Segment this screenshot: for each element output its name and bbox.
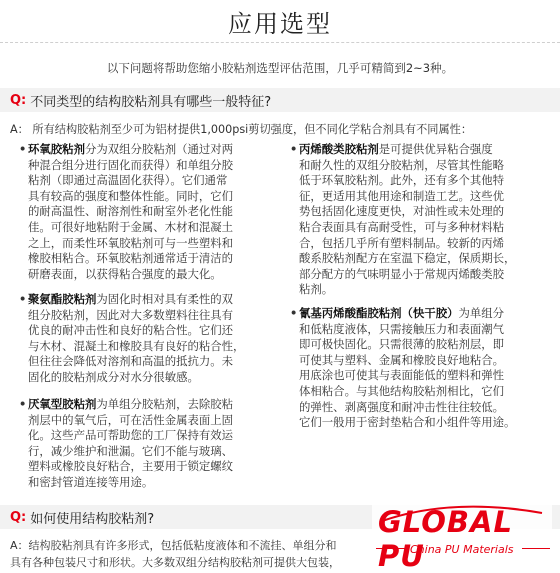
global-pu-logo <box>372 503 552 573</box>
item-name: 厌氧型胶粘剂 <box>28 397 97 411</box>
list-item-cyanoacrylate: • 氰基丙烯酸酯胶粘剂（快干胶）为单组分 和低粘度液体，只需接触压力和表面潮气 即可极快固化。只需很薄的胶粘剂层，即 可使其与塑料、金属和橡胶良好地粘合。 用底涂也可使其与表面能低的塑料和弹性 体相粘合。与其他结构胶粘剂相比，它们 的弹性、剥离强度和耐冲击性往往较低。 它们一般用于密封垫粘合和小组件等用途。 <box>290 306 516 430</box>
list-item-anaerobic: • 厌氧型胶粘剂为单组分胶粘剂，去除胶粘 剂层中的氧气后，可在活性金属表面上固 化。这些产品可帮助您的工厂保持有效运 行，减少维护和泄漏。它们不能与玻璃、 塑料或橡胶良好粘合，主要用于锁定螺纹 和密封管道连接等用途。 <box>19 397 234 489</box>
page-title: 应用选型 <box>228 10 332 38</box>
question-row-1 <box>0 88 560 112</box>
logo-text: GLOBAL PU <box>378 505 513 573</box>
logo-subtitle: China PU Materials <box>410 543 514 556</box>
divider <box>0 42 560 43</box>
item-name: 氰基丙烯酸酯胶粘剂（快干胶） <box>299 306 459 320</box>
item-name: 丙烯酸类胶粘剂 <box>299 142 379 156</box>
list-item-urethane: • 聚氨酯胶粘剂为固化时相对具有柔性的双 组分胶粘剂，因此对大多数塑料往往具有 优良的耐冲击性和良好的粘合性。它们还 与木材、混凝土和橡胶具有良好的粘合性， 但往往会降低对溶剂和高温的抵抗力。未 固化的胶粘剂成分对水分很敏感。 <box>19 292 245 384</box>
question-text: 如何使用结构胶粘剂? <box>30 511 155 527</box>
item-name: 聚氨酯胶粘剂 <box>28 292 97 306</box>
intro-text: 以下问题将帮助您缩小胶粘剂选型评估范围，几乎可精简到2~3种。 <box>106 61 454 75</box>
answer-intro: A： 所有结构胶粘剂至少可为铝材提供1,000psi剪切强度，但不同化学粘合剂具有不同属性： <box>10 123 473 136</box>
list-item-acrylic: • 丙烯酸类胶粘剂是可提供优异粘合强度 和耐久性的双组分胶粘剂，尽管其性能略 低于环氧胶粘剂。此外，还有多个其他特 征，更适用其他用途和制造工艺。这些优 势包括固化速度更快，对油性或未处理的 粘合表面具有高耐受性，可与多种材料粘 合，包括几乎所有塑料制品。较新的丙烯 酸系胶粘剂配方在室温下稳定，保质期长， 部分配方的气味明显小于常规丙烯酸类胶 粘剂。 <box>290 142 516 297</box>
header <box>0 0 560 40</box>
question-mark: Q: <box>10 509 27 525</box>
question-text: 不同类型的结构胶粘剂具有哪些一般特征? <box>30 94 272 110</box>
answer-usage: A：结构胶粘剂具有许多形式，包括低粘度液体和不流挂、单组分和 具有各种包装尺寸和形状。大多数双组分结构胶粘剂可提供大包装， <box>10 539 340 569</box>
list-item-epoxy: • 环氧胶粘剂分为双组分胶粘剂（通过对两 种混合组分进行固化而获得）和单组分胶 粘剂（即通过高温固化获得）。它们通常 具有较高的强度和整体性能。同时，它们 的耐高温性、耐溶剂性和耐室外老化性能 佳。可很好地粘附于金属、木材和混凝土 之上，而柔性环氧胶粘剂可与一些塑料和 橡胶相粘合。环氧胶粘剂通常适于清洁的 研磨表面，以获得粘合强度的最大化。 <box>19 142 234 281</box>
question-mark: Q: <box>10 92 27 108</box>
item-name: 环氧胶粘剂 <box>28 142 85 156</box>
